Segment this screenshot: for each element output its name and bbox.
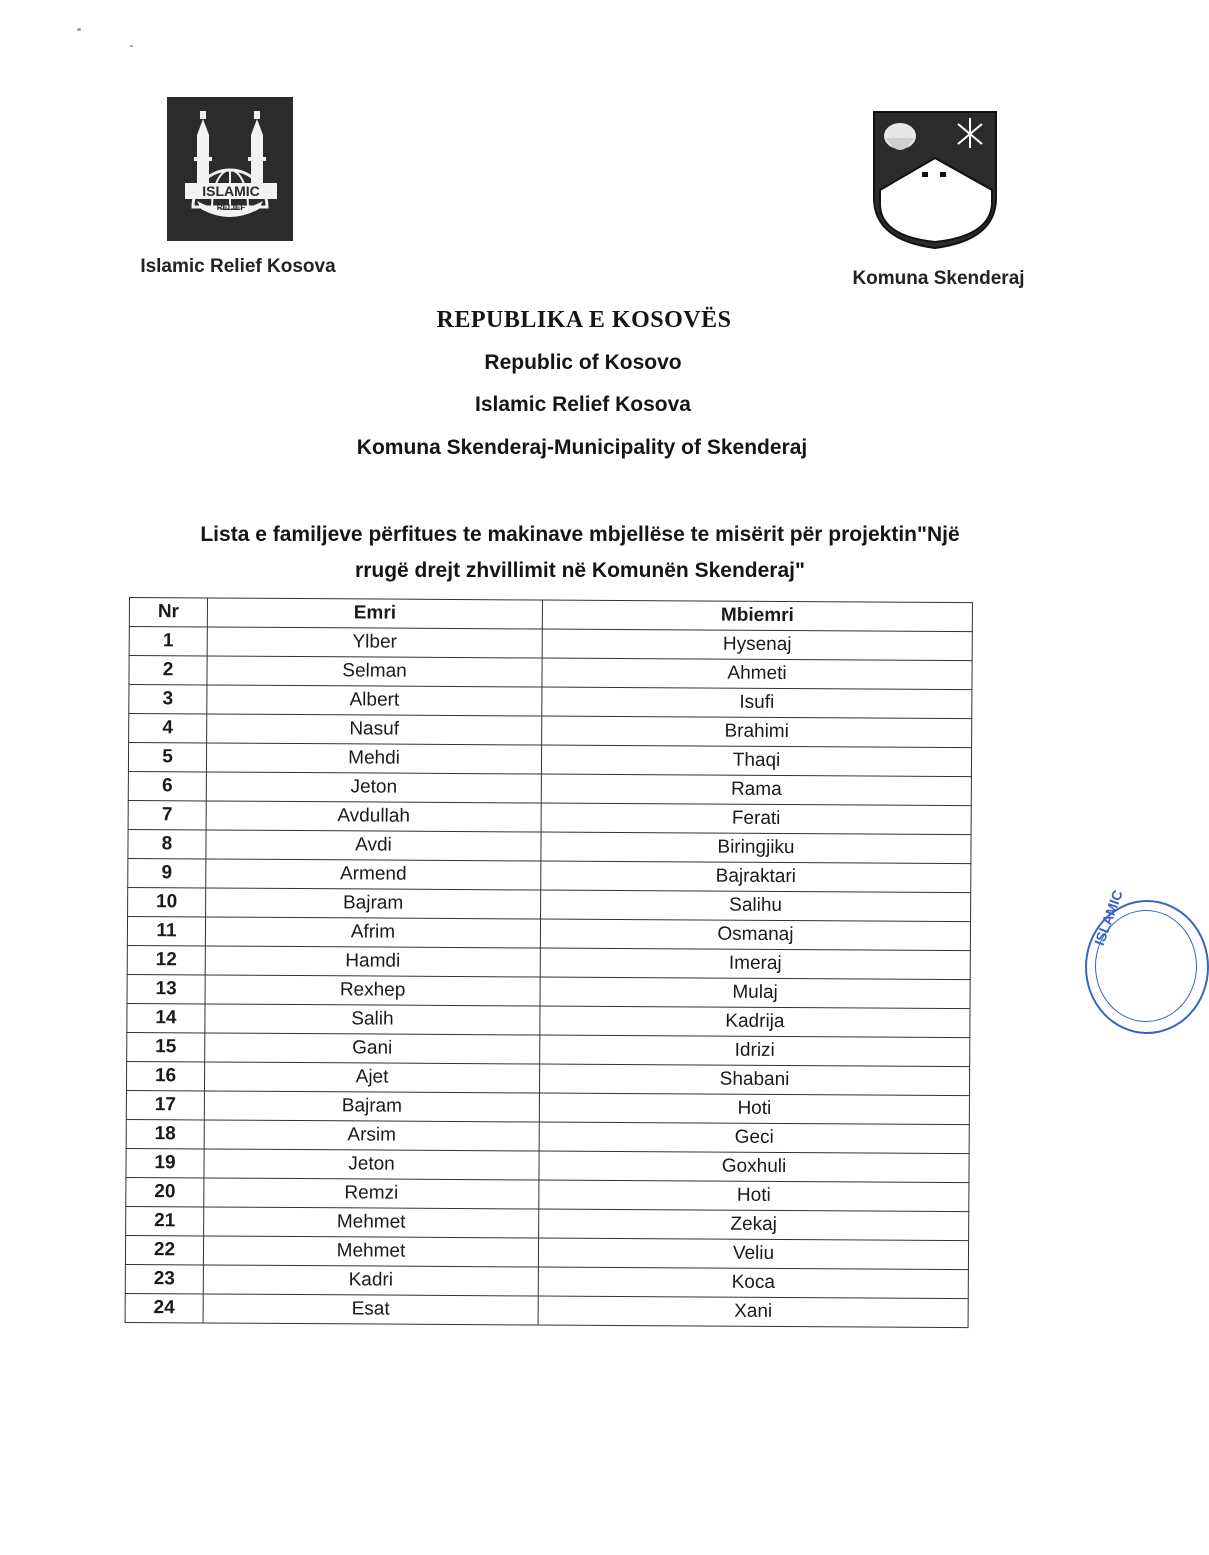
row-number-cell: 1 <box>129 627 207 656</box>
last-name-cell: Idrizi <box>540 1035 970 1067</box>
column-header-nr: Nr <box>129 598 207 627</box>
first-name-cell: Gani <box>205 1033 540 1064</box>
last-name-cell: Hoti <box>539 1093 969 1125</box>
last-name-cell: Isufi <box>542 687 972 719</box>
row-number-cell: 15 <box>127 1032 205 1061</box>
row-number-cell: 13 <box>127 974 205 1003</box>
header-municipality: Komuna Skenderaj-Municipality of Skenderaj <box>356 436 808 459</box>
row-number-cell: 23 <box>125 1264 203 1293</box>
last-name-cell: Osmanaj <box>540 919 970 951</box>
last-name-cell: Geci <box>539 1122 969 1154</box>
last-name-cell: Biringjiku <box>541 832 971 864</box>
organization-stamp <box>1085 887 1209 1034</box>
row-number-cell: 21 <box>126 1206 204 1235</box>
last-name-cell: Hysenaj <box>542 629 972 661</box>
column-header-mbiemri: Mbiemri <box>542 600 972 632</box>
row-number-cell: 11 <box>127 916 205 945</box>
first-name-cell: Bajram <box>204 1091 539 1122</box>
last-name-cell: Shabani <box>539 1064 969 1096</box>
last-name-cell: Salihu <box>541 890 971 922</box>
first-name-cell: Jeton <box>206 772 541 803</box>
row-number-cell: 19 <box>126 1148 204 1177</box>
first-name-cell: Kadri <box>203 1265 538 1296</box>
last-name-cell: Imeraj <box>540 948 970 980</box>
last-name-cell: Brahimi <box>542 716 972 748</box>
row-number-cell: 18 <box>126 1119 204 1148</box>
row-number-cell: 16 <box>126 1061 204 1090</box>
row-number-cell: 7 <box>128 800 206 829</box>
row-number-cell: 2 <box>129 656 207 685</box>
column-header-emri: Emri <box>207 598 542 629</box>
beneficiaries-table <box>125 597 973 1328</box>
first-name-cell: Bajram <box>206 888 541 919</box>
document-title-line1: Lista e familjeve përfitues te makinave mbjellëse te misërit për projektin"Një <box>200 523 960 546</box>
row-number-cell: 4 <box>129 714 207 743</box>
first-name-cell: Jeton <box>204 1149 539 1180</box>
first-name-cell: Arsim <box>204 1120 539 1151</box>
first-name-cell: Rexhep <box>205 975 540 1006</box>
stamp-text: ISLAMIC <box>1091 887 1126 948</box>
first-name-cell: Hamdi <box>205 946 540 977</box>
last-name-cell: Hoti <box>539 1180 969 1212</box>
first-name-cell: Nasuf <box>207 714 542 745</box>
last-name-cell: Goxhuli <box>539 1151 969 1183</box>
last-name-cell: Xani <box>538 1296 968 1328</box>
first-name-cell: Mehmet <box>204 1207 539 1238</box>
table-row <box>125 1293 968 1327</box>
first-name-cell: Mehdi <box>206 743 541 774</box>
row-number-cell: 10 <box>128 887 206 916</box>
header-organization: Islamic Relief Kosova <box>475 393 691 416</box>
first-name-cell: Esat <box>203 1294 538 1325</box>
row-number-cell: 14 <box>127 1003 205 1032</box>
svg-text:RELIEF: RELIEF <box>216 203 246 212</box>
last-name-cell: Kadrija <box>540 1006 970 1038</box>
first-name-cell: Salih <box>205 1004 540 1035</box>
document-title-line2: rrugë drejt zhvillimit në Komunën Skenderaj" <box>355 559 805 582</box>
scan-speck <box>77 28 81 31</box>
islamic-relief-emblem <box>167 97 293 241</box>
islamic-relief-caption: Islamic Relief Kosova <box>140 256 336 277</box>
table-body <box>125 627 972 1328</box>
first-name-cell: Ylber <box>207 627 542 658</box>
row-number-cell: 6 <box>128 771 206 800</box>
first-name-cell: Remzi <box>204 1178 539 1209</box>
last-name-cell: Mulaj <box>540 977 970 1009</box>
last-name-cell: Zekaj <box>539 1209 969 1241</box>
last-name-cell: Ahmeti <box>542 658 972 690</box>
first-name-cell: Armend <box>206 859 541 890</box>
last-name-cell: Ferati <box>541 803 971 835</box>
first-name-cell: Avdi <box>206 830 541 861</box>
first-name-cell: Afrim <box>205 917 540 948</box>
last-name-cell: Thaqi <box>541 745 971 777</box>
row-number-cell: 5 <box>128 743 206 772</box>
row-number-cell: 9 <box>128 858 206 887</box>
row-number-cell: 12 <box>127 945 205 974</box>
scan-speck <box>130 45 133 47</box>
row-number-cell: 20 <box>126 1177 204 1206</box>
first-name-cell: Selman <box>207 656 542 687</box>
row-number-cell: 17 <box>126 1090 204 1119</box>
row-number-cell: 24 <box>125 1293 203 1322</box>
last-name-cell: Rama <box>541 774 971 806</box>
svg-text:ISLAMIC: ISLAMIC <box>202 183 260 199</box>
first-name-cell: Mehmet <box>203 1236 538 1267</box>
skenderaj-coat-of-arms <box>866 108 1004 252</box>
skenderaj-caption: Komuna Skenderaj <box>852 268 1025 289</box>
last-name-cell: Bajraktari <box>541 861 971 893</box>
header-republic-english: Republic of Kosovo <box>484 351 682 374</box>
first-name-cell: Albert <box>207 685 542 716</box>
row-number-cell: 22 <box>125 1235 203 1264</box>
islamic-relief-logo <box>167 97 293 241</box>
last-name-cell: Koca <box>538 1267 968 1299</box>
row-number-cell: 8 <box>128 829 206 858</box>
first-name-cell: Avdullah <box>206 801 541 832</box>
beneficiaries-table-container <box>125 597 972 1328</box>
last-name-cell: Veliu <box>538 1238 968 1270</box>
header-republic-albanian: REPUBLIKA E KOSOVËS <box>436 307 732 333</box>
first-name-cell: Ajet <box>204 1062 539 1093</box>
row-number-cell: 3 <box>129 685 207 714</box>
document-title <box>130 517 1030 589</box>
shield-icon <box>866 108 1004 252</box>
